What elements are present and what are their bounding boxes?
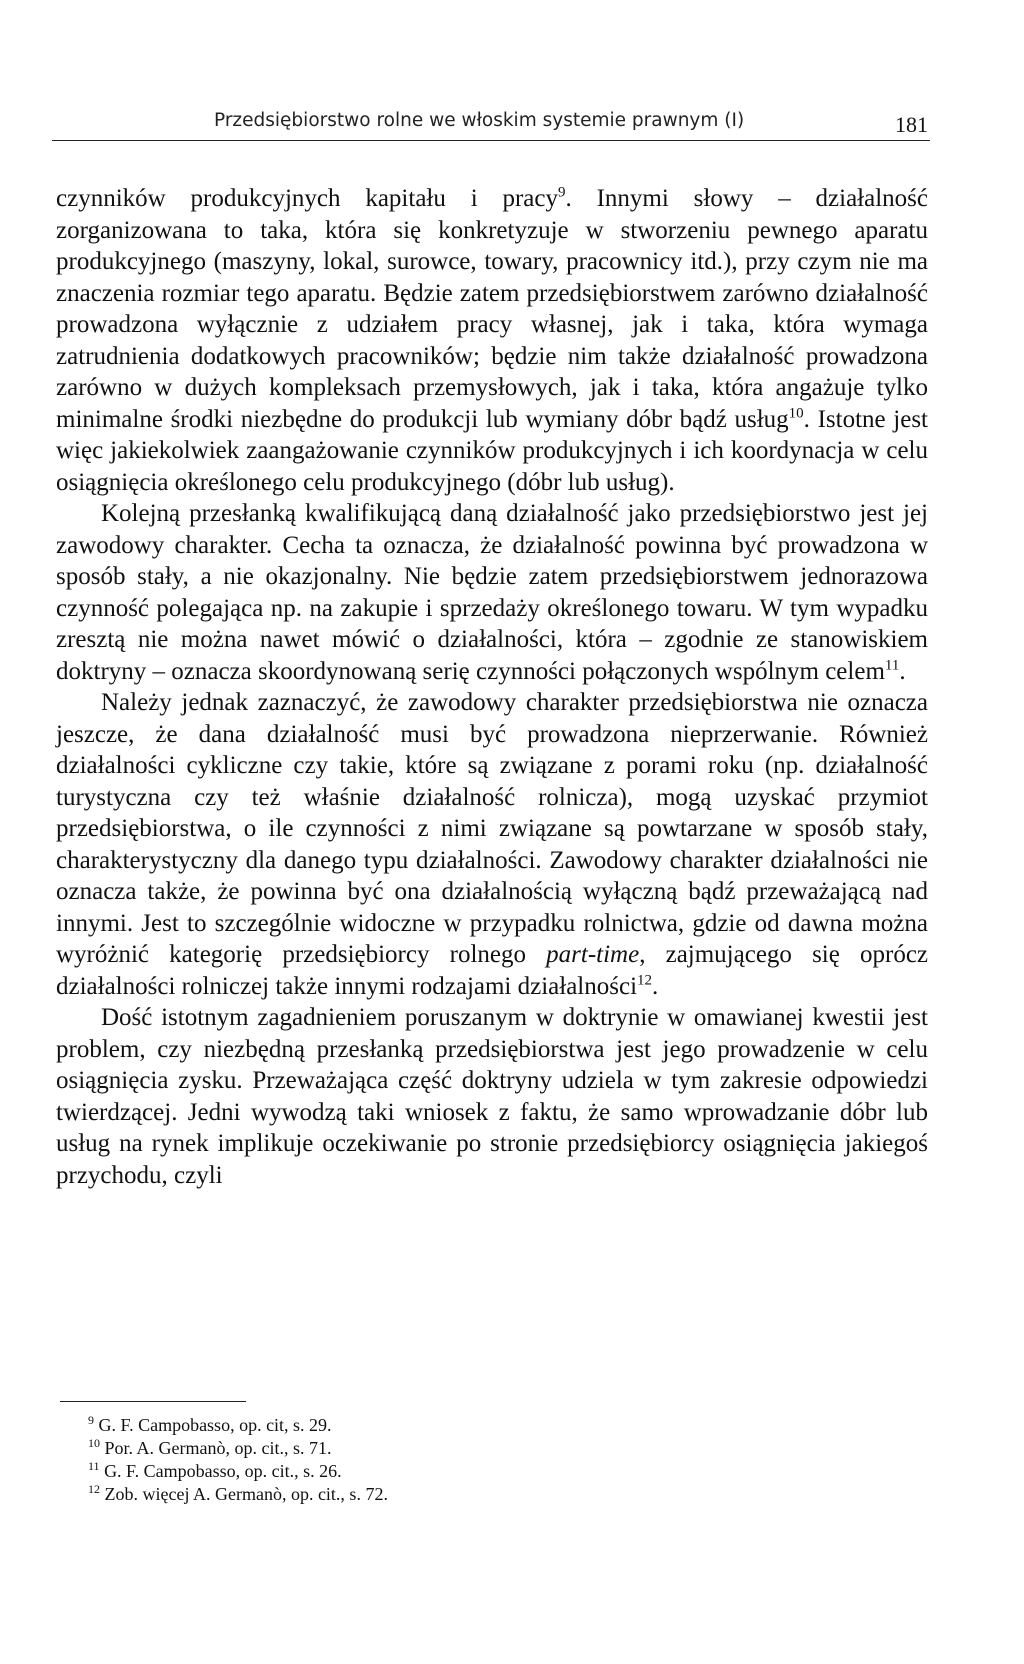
main-text <box>56 183 928 1191</box>
footnote-text: Por. A. Germanò, op. cit., s. 71. <box>100 1438 332 1458</box>
paragraph-1-text-b: . Innymi słowy – działalność zorganizowana to taka, która się konkretyzuje w stworzeniu pewnego aparatu produkcyjnego (maszyny, lokal, surowce, towary, pracownicy itd.), przy czym nie ma znaczenia rozmiar tego aparatu. Będzie zatem przedsiębiorstwem zarówno działalność prowadzona wyłącznie z udziałem pracy własnej, jak i taka, która wymaga zatrudnienia dodatkowych pracowników; będzie nim także działalność prowadzona zarówno w dużych kompleksach przemysłowych, jak i taka, która angażuje tylko minimalne środki niezbędne do produkcji lub wymiany dóbr bądź usług <box>56 185 928 433</box>
footnote-number: 12 <box>88 1482 100 1496</box>
footnote-number: 10 <box>88 1436 100 1450</box>
paragraph-1-text-c: . Istotne jest więc jakiekolwiek zaangażowanie czynników produkcyjnych i ich koordynacja w celu osiągnięcia określonego celu produkcyjnego (dóbr lub usług). <box>56 405 928 496</box>
footnote-ref-12: 12 <box>637 972 653 989</box>
paragraph-3 <box>56 687 928 1002</box>
footnote-number: 11 <box>88 1459 100 1473</box>
running-header <box>52 110 930 141</box>
paragraph-3-text-b: , zajmującego się oprócz działalności rolniczej także innymi rodzajami działalności <box>56 941 929 1000</box>
footnote-number: 9 <box>88 1413 94 1427</box>
paragraph-2-text-a: Kolejną przesłanką kwalifikującą daną działalność jako przedsiębiorstwo jest jej zawodowy charakter. Cecha ta oznacza, że działalność powinna być prowadzona w sposób stały, a nie okazjonalny. Nie będzie zatem przedsiębiorstwem jednorazowa czynność polegająca np. na zakupie i sprzedaży określonego towaru. W tym wypadku zresztą nie można nawet mówić o działalności, która – zgodnie ze stanowiskiem doktryny – oznacza skoordynowaną serię czynności połączonych wspólnym celem <box>56 500 928 685</box>
page-number: 181 <box>895 112 928 137</box>
footnote-text: G. F. Campobasso, op. cit., s. 26. <box>99 1461 342 1481</box>
footnote-12 <box>88 1483 688 1506</box>
footnotes <box>88 1414 688 1506</box>
footnote-ref-10: 10 <box>788 405 804 422</box>
paragraph-4: Dość istotnym zagadnieniem poruszanym w doktrynie w omawianej kwestii jest problem, czy niezbędną przesłanką przedsiębiorstwa jest jego prowadzenie w celu osiągnięcia zysku. Przeważająca część doktryny udziela w tym zakresie odpowiedzi twierdzącej. Jedni wywodzą taki wniosek z faktu, że samo wprowadzanie dóbr lub usług na rynek implikuje oczekiwanie po stronie przedsiębiorcy osiągnięcia jakiegoś przychodu, czyli <box>56 1004 928 1189</box>
footnote-text: G. F. Campobasso, op. cit, s. 29. <box>94 1415 332 1435</box>
paragraph-3-text-c: . <box>652 972 659 1000</box>
footnote-divider <box>60 1401 246 1402</box>
paragraph-1-text-a: czynników produkcyjnych kapitału i pracy <box>56 185 558 212</box>
footnote-9 <box>88 1414 688 1437</box>
footnote-text: Zob. więcej A. Germanò, op. cit., s. 72. <box>100 1484 388 1504</box>
header-title: Przedsiębiorstwo rolne we włoskim systemie prawnym (I) <box>214 110 745 131</box>
paragraph-3-text-a: Należy jednak zaznaczyć, że zawodowy charakter przedsiębiorstwa nie oznacza jeszcze, że dana działalność musi być prowadzona nieprzerwanie. Również działalności cykliczne czy takie, które są związane z porami roku (np. działalność turystyczna czy też właśnie działalność rolnicza), mogą uzyskać przymiot przedsiębiorstwa, o ile czynności z nimi związane są powtarzane w sposób stały, charakterystyczny dla danego typu działalności. Zawodowy charakter działalności nie oznacza także, że powinna być ona działalnością wyłączną bądź przeważającą nad innymi. Jest to szczególnie widoczne w przypadku rolnictwa, gdzie od dawna można wyróżnić kategorię przedsiębiorcy rolnego <box>56 689 928 968</box>
footnote-ref-11: 11 <box>884 657 900 674</box>
paragraph-2 <box>56 498 928 687</box>
footnote-10 <box>88 1437 688 1460</box>
paragraph-2-text-b: . <box>899 657 906 685</box>
paragraph-3-italic: part-time <box>546 941 640 968</box>
paragraph-1 <box>56 183 928 498</box>
footnote-11 <box>88 1460 688 1483</box>
footnote-ref-9: 9 <box>558 184 566 201</box>
